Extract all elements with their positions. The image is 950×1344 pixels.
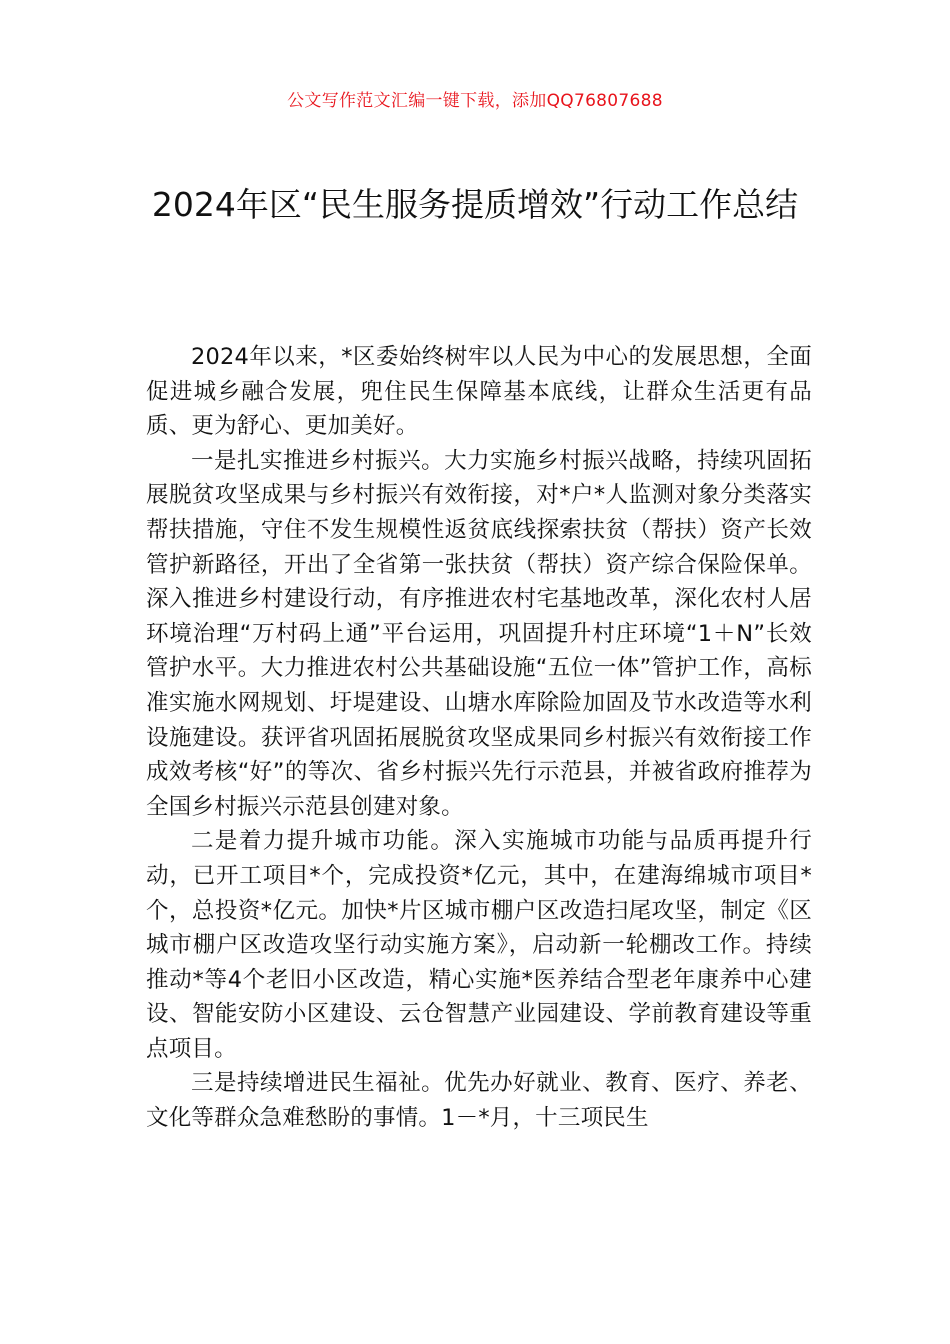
paragraph-intro: 2024年以来，*区委始终树牢以人民为中心的发展思想，全面促进城乡融合发展，兜住民生保障基本底线，让群众生活更有品质、更为舒心、更加美好。 bbox=[146, 344, 812, 440]
header-note: 公文写作范文汇编一键下载，添加QQ76807688 bbox=[287, 91, 663, 111]
paragraph-rural-revitalization: 一是扎实推进乡村振兴。大力实施乡村振兴战略，持续巩固拓展脱贫攻坚成果与乡村振兴有效衔接，对*户*人监测对象分类落实帮扶措施，守住不发生规模性返贫底线探索扶贫（帮扶）资产长效管护新路径，开出了全省第一张扶贫（帮扶）资产综合保险保单。深入推进乡村建设行动，有序推进农村宅基地改革，深化农村人居环境治理“万村码上通”平台运用，巩固提升村庄环境“1＋N”长效管护水平。大力推进农村公共基础设施“五位一体”管护工作，高标准实施水网规划、圩堤建设、山塘水库除险加固及节水改造等水利设施建设。获评省巩固拓展脱贫攻坚成果同乡村振兴有效衔接工作成效考核“好”的等次、省乡村振兴先行示范县，并被省政府推荐为全国乡村振兴示范县创建对象。 bbox=[146, 447, 812, 820]
paragraph-urban-function: 二是着力提升城市功能。深入实施城市功能与品质再提升行动，已开工项目*个，完成投资*亿元，其中，在建海绵城市项目*个，总投资*亿元。加快*片区城市棚户区改造扫尾攻坚，制定《区城市棚户区改造攻坚行动实施方案》，启动新一轮棚改工作。持续推动*等4个老旧小区改造，精心实施*医养结合型老年康养中心建设、智能安防小区建设、云仓智慧产业园建设、学前教育建设等重点项目。 bbox=[146, 828, 812, 1062]
document-body bbox=[146, 340, 812, 1136]
document-title: 2024年区“民生服务提质增效”行动工作总结 bbox=[151, 185, 799, 224]
paragraph-livelihood-welfare: 三是持续增进民生福祉。优先办好就业、教育、医疗、养老、文化等群众急难愁盼的事情。1－*月，十三项民生 bbox=[146, 1070, 812, 1132]
